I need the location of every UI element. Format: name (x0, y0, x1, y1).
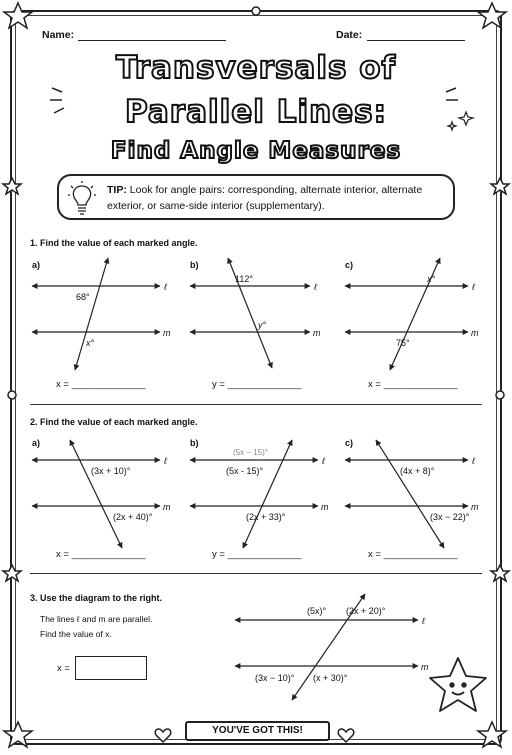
angle-label: (3x − 10)° (255, 673, 295, 683)
answer-field[interactable]: y = ______________ (212, 549, 302, 560)
angle-label: (3x + 10)° (91, 466, 131, 476)
tip-text: Look for angle pairs: corresponding, alternate interior, alternate exterior, or same-side interior (supplementary). (107, 184, 423, 212)
angle-label: (x + 30)° (313, 673, 348, 683)
section-1-title: 1. Find the value of each marked angle. (30, 238, 198, 248)
part-label: c) (345, 260, 354, 270)
answer-field[interactable]: x = ______________ (56, 379, 146, 390)
angle-label: (4x + 8)° (400, 466, 435, 476)
footer-banner: YOU'VE GOT THIS! (185, 721, 330, 741)
part-label: c) (345, 438, 354, 448)
answer-field[interactable]: x = ______________ (368, 549, 458, 560)
angle-label: x° (427, 274, 436, 284)
title-line-2: Parallel Lines: (124, 94, 388, 130)
answer-field[interactable]: x = ______________ (56, 549, 146, 560)
svg-text:m: m (313, 328, 321, 338)
answer-field[interactable]: y = ______________ (212, 379, 302, 390)
answer-label: x = (57, 663, 70, 674)
part-label: a) (32, 260, 41, 270)
smiling-star-icon (430, 658, 486, 711)
svg-text:m: m (321, 502, 329, 512)
svg-text:m: m (471, 502, 479, 512)
instruction-text: The lines ℓ and m are parallel. (40, 614, 153, 624)
angle-label: (5x - 15)° (226, 466, 264, 476)
angle-label: (2x + 33)° (246, 512, 286, 522)
angle-label: (2x + 40)° (113, 512, 153, 522)
angle-label: (5x)° (307, 606, 327, 616)
svg-text:ℓ: ℓ (314, 282, 317, 292)
angle-label: (3x − 22)° (430, 512, 470, 522)
title-line-1: Transversals of (115, 50, 396, 86)
tip-label: TIP: (107, 184, 127, 196)
title-line-3: Find Angle Measures (110, 138, 402, 164)
name-label: Name: (42, 29, 75, 41)
angle-label: 112° (235, 274, 253, 284)
svg-text:ℓ: ℓ (472, 282, 475, 292)
date-label: Date: (336, 29, 363, 41)
section-2-title: 2. Find the value of each marked angle. (30, 417, 198, 427)
svg-text:ℓ: ℓ (472, 456, 475, 466)
part-label: b) (190, 260, 199, 270)
instruction-text: Find the value of x. (40, 629, 112, 639)
svg-text:m: m (421, 662, 429, 672)
answer-field[interactable]: x = ______________ (368, 379, 458, 390)
part-label: a) (32, 438, 41, 448)
angle-label: 68° (76, 292, 90, 302)
line-label-l: ℓ (164, 282, 167, 292)
svg-text:m: m (471, 328, 479, 338)
angle-label: (2x + 20)° (346, 606, 386, 616)
svg-text:ℓ: ℓ (322, 456, 325, 466)
angle-label: y° (258, 320, 267, 330)
svg-text:ℓ: ℓ (422, 616, 425, 626)
svg-text:ℓ: ℓ (164, 456, 167, 466)
line-label-m: m (163, 328, 171, 338)
part-label: b) (190, 438, 199, 448)
angle-label: 75° (396, 338, 410, 348)
angle-label-faded: (5x − 15)° (233, 448, 268, 457)
svg-text:m: m (163, 502, 171, 512)
section-3-title: 3. Use the diagram to the right. (30, 593, 163, 603)
angle-label: x° (86, 338, 95, 348)
